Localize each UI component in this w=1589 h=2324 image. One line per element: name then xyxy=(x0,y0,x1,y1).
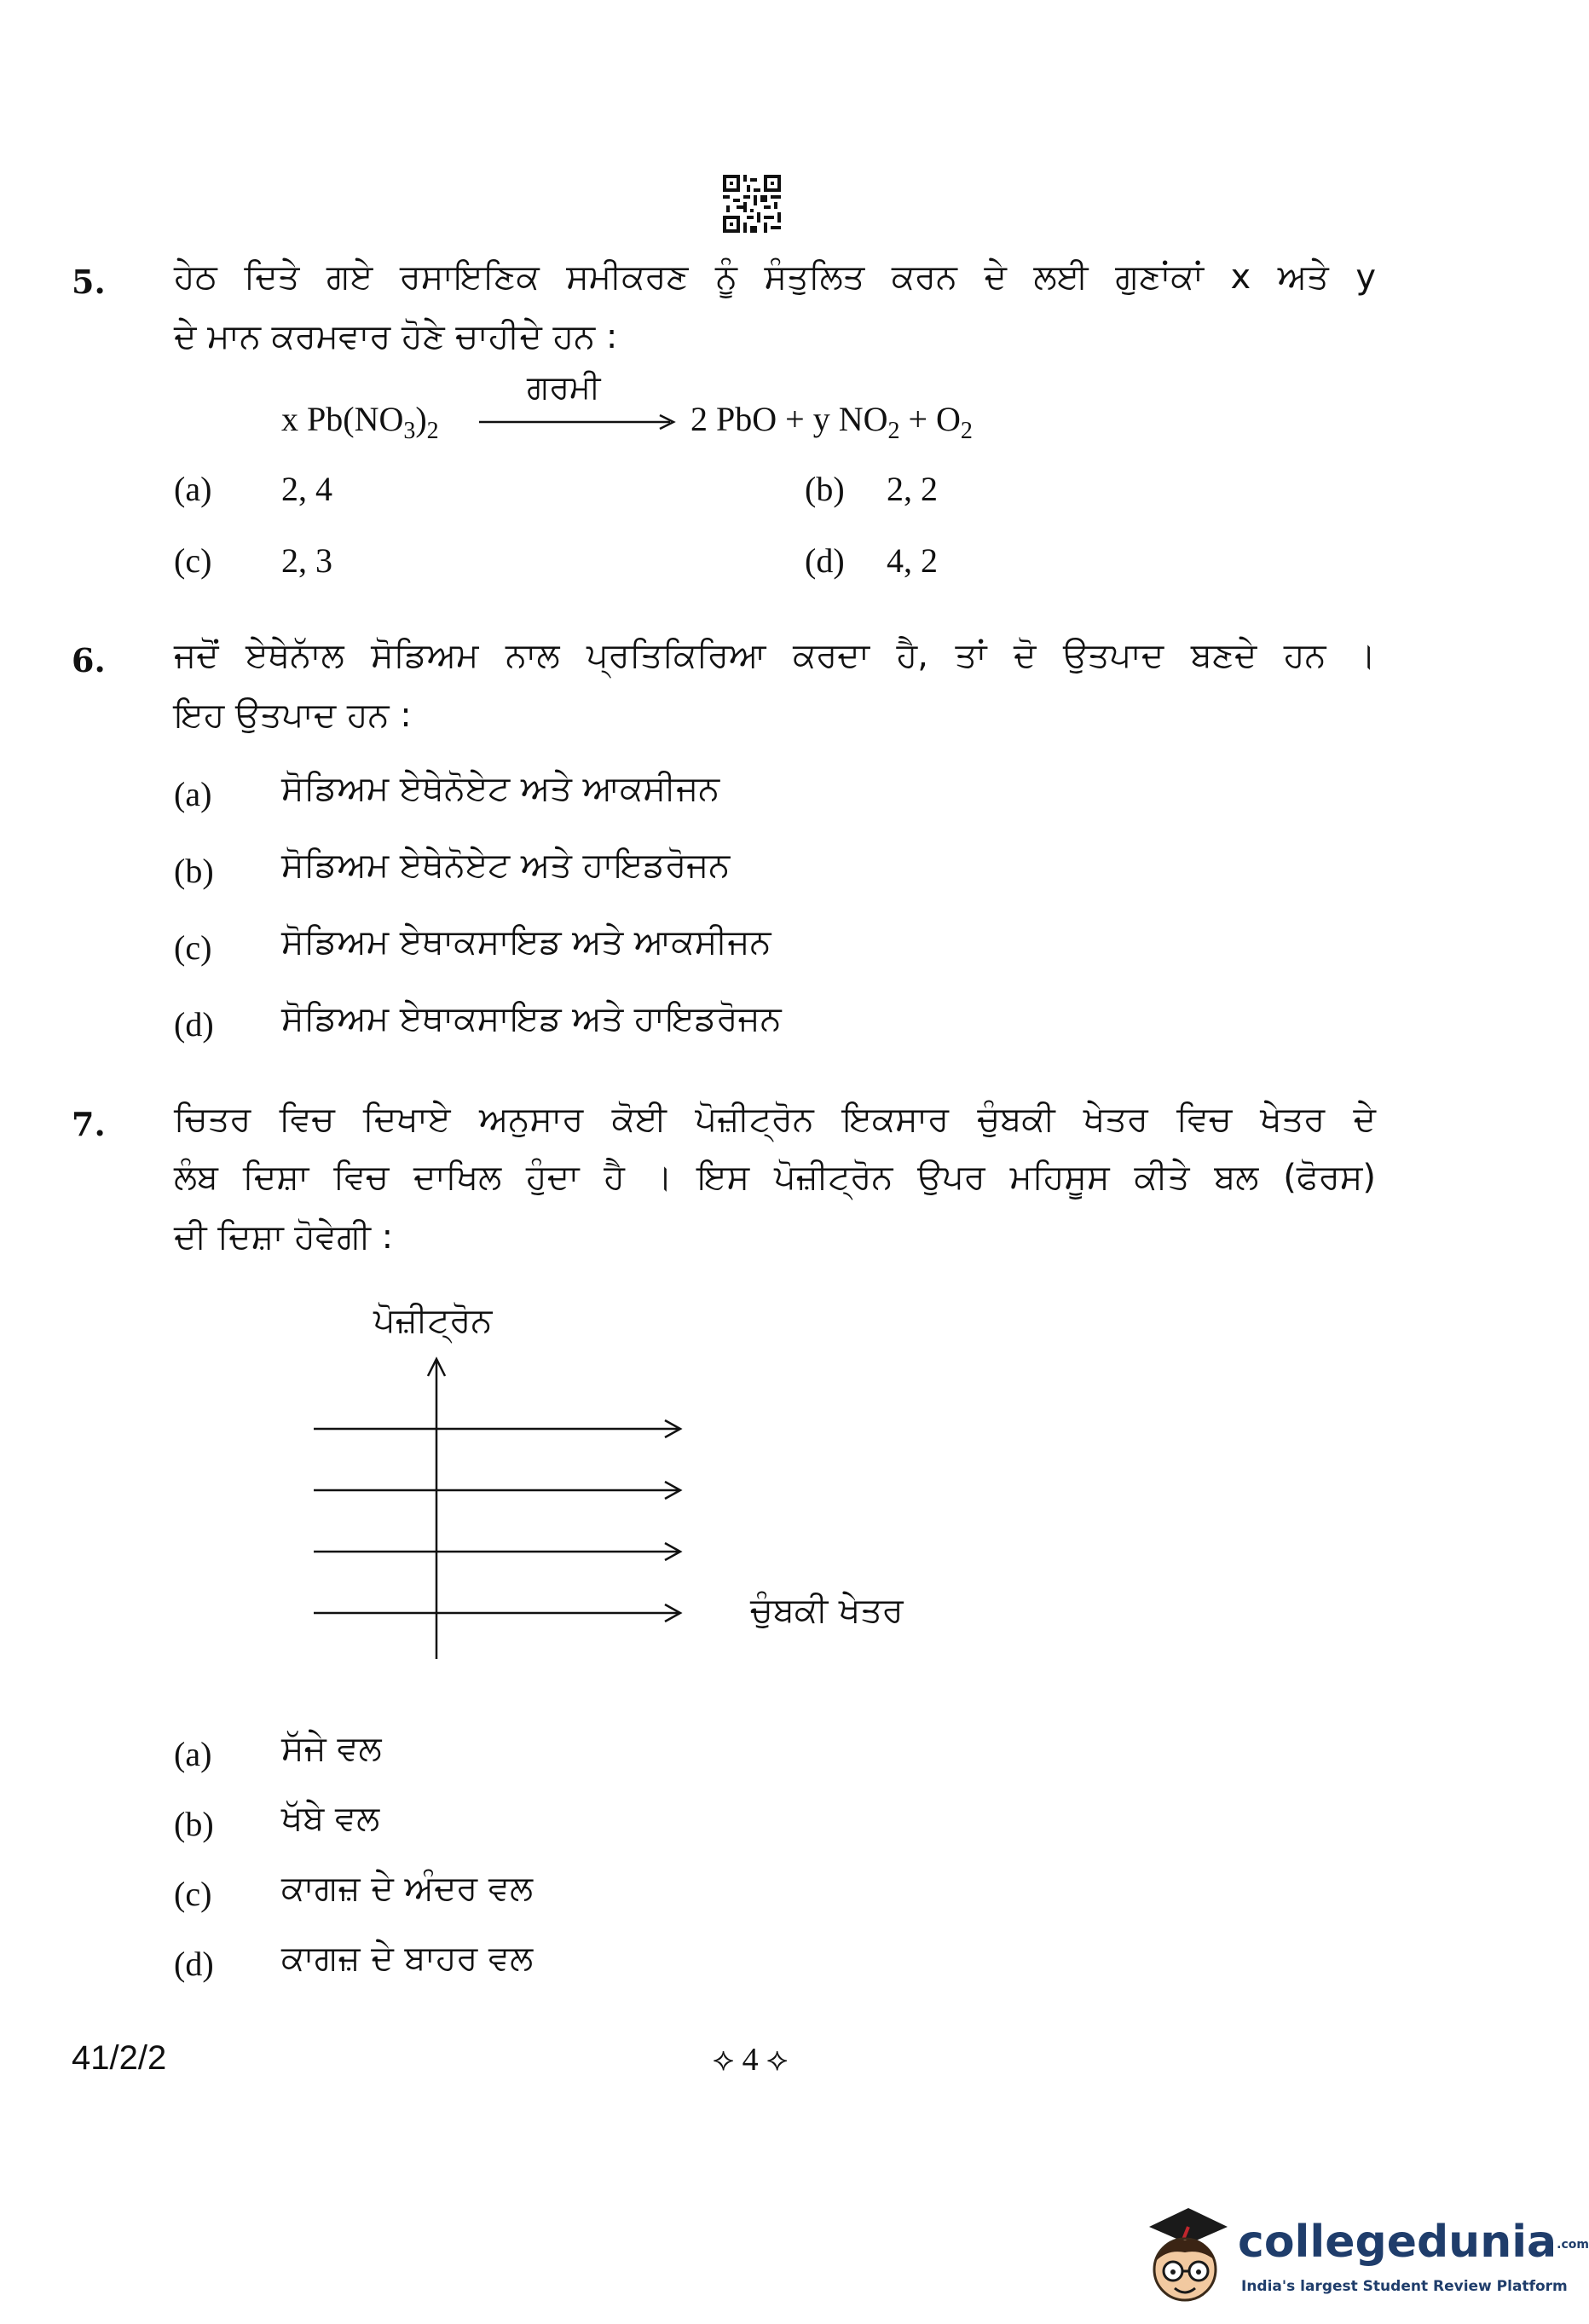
option-label: (c) xyxy=(174,1875,212,1913)
field-line-arrow xyxy=(314,1482,680,1499)
option-text: ਖੱਬੇ ਵਲ xyxy=(281,1799,380,1838)
question-text-line: ਦੇ ਮਾਨ ਕਰਮਵਾਰ ਹੋਣੇ ਚਾਹੀਦੇ ਹਨ : xyxy=(174,317,618,356)
brand-text: collegedunia xyxy=(1238,2217,1557,2268)
question-text-line: ਜਦੋਂ ਏਥੇਨਾੱਲ ਸੋਡਿਅਮ ਨਾਲ ਪ੍ਰਤਿਕਿਰਿਆ ਕਰਦਾ ਹੈ, ਤਾਂ ਦੋ ਉਤਪਾਦ ਬਣਦੇ ਹਨ । xyxy=(174,636,1376,675)
brand-domain: .com xyxy=(1557,2238,1589,2252)
field-line-arrow xyxy=(314,1543,680,1560)
option-text: ਸੋਡਿਅਮ ਏਥਾਕਸਾਇਡ ਅਤੇ ਹਾਇਡਰੋਜਨ xyxy=(281,999,782,1038)
option-label: (d) xyxy=(174,1945,214,1983)
question-number: 7. xyxy=(72,1105,106,1143)
question-number: 6. xyxy=(72,641,106,679)
option-label: (d) xyxy=(805,541,845,580)
paper-code: 41/2/2 xyxy=(72,2039,167,2077)
option-text: 4, 2 xyxy=(887,541,938,580)
option-label: (c) xyxy=(174,928,212,967)
option-label: (b) xyxy=(805,470,845,508)
option-label: (c) xyxy=(174,541,212,580)
magnetic-field-label: ਚੁੰਬਕੀ ਖੇਤਰ xyxy=(750,1591,904,1630)
arrow-label: ਗਰਮੀ xyxy=(527,368,601,406)
mascot-logo-icon xyxy=(1134,2193,1236,2321)
option-label: (a) xyxy=(174,1735,212,1773)
magnetic-field-diagram xyxy=(307,1356,690,1662)
question-text-line: ਦੀ ਦਿਸ਼ਾ ਹੋਵੇਗੀ : xyxy=(174,1217,394,1257)
option-label: (a) xyxy=(174,775,212,813)
option-text: 2, 2 xyxy=(887,470,938,508)
brand-tagline: India's largest Student Review Platform xyxy=(1241,2278,1568,2295)
option-text: 2, 4 xyxy=(281,470,332,508)
field-line-arrow xyxy=(314,1604,680,1622)
field-line-arrow xyxy=(314,1420,680,1437)
chemical-equation-rhs: 2 PbO + y $NO_2 + O_2$ xyxy=(690,400,973,444)
ornament-right-icon: ⟡ xyxy=(766,2042,789,2078)
question-text-line: ਚਿਤਰ ਵਿਚ ਦਿਖਾਏ ਅਨੁਸਾਰ ਕੋਈ ਪੋਜ਼ੀਟ੍ਰੋਨ ਇਕਸਾਰ ਚੁੰਬਕੀ ਖੇਤਰ ਵਿਚ ਖੇਤਰ ਦੇ xyxy=(174,1100,1376,1139)
option-text: ਸੋਡਿਅਮ ਏਥਾਕਸਾਇਡ ਅਤੇ ਆਕਸੀਜਨ xyxy=(281,922,771,962)
option-label: (b) xyxy=(174,852,214,890)
option-label: (b) xyxy=(174,1805,214,1843)
option-label: (d) xyxy=(174,1005,214,1043)
question-number: 5. xyxy=(72,263,106,301)
option-text: ਸੋਡਿਅਮ ਏਥੇਨੋਏਟ ਅਤੇ ਹਾਇਡਰੋਜਨ xyxy=(281,846,731,885)
option-text: ਸੋਡਿਅਮ ਏਥੇਨੋਏਟ ਅਤੇ ਆਕਸੀਜਨ xyxy=(281,769,720,808)
question-text-line: ਇਹ ਉਤਪਾਦ ਹਨ : xyxy=(174,696,412,735)
chemical-equation-lhs: x $Pb(NO_3)_2$ xyxy=(281,400,439,444)
option-text: ਸੱਜੇ ਵਲ xyxy=(281,1729,382,1768)
option-text: ਕਾਗਜ਼ ਦੇ ਅੰਦਰ ਵਲ xyxy=(281,1869,534,1908)
qr-code-icon xyxy=(723,175,781,233)
question-text-line: ਹੇਠ ਦਿਤੇ ਗਏ ਰਸਾਇਣਿਕ ਸਮੀਕਰਣ ਨੂੰ ਸੰਤੁਲਿਤ ਕਰਨ ਦੇ ਲਈ ਗੁਣਾਂਕਾਂ x ਅਤੇ y xyxy=(174,257,1376,297)
page-number xyxy=(713,2041,788,2078)
option-text: 2, 3 xyxy=(281,541,332,580)
brand-name xyxy=(1238,2217,1589,2268)
ornament-left-icon: ⟡ xyxy=(713,2042,735,2078)
page-number-value: 4 xyxy=(742,2042,759,2078)
reaction-arrow-icon xyxy=(477,409,682,435)
positron-label: ਪੋਜ਼ੀਟ੍ਰੋਨ xyxy=(373,1301,493,1340)
option-label: (a) xyxy=(174,470,212,508)
option-text: ਕਾਗਜ਼ ਦੇ ਬਾਹਰ ਵਲ xyxy=(281,1939,534,1978)
question-text-line: ਲੰਬ ਦਿਸ਼ਾ ਵਿਚ ਦਾਖਿਲ ਹੁੰਦਾ ਹੈ । ਇਸ ਪੋਜ਼ੀਟ੍ਰੋਨ ਉਪਰ ਮਹਿਸੂਸ ਕੀਤੇ ਬਲ (ਫੋਰਸ) xyxy=(174,1158,1376,1197)
